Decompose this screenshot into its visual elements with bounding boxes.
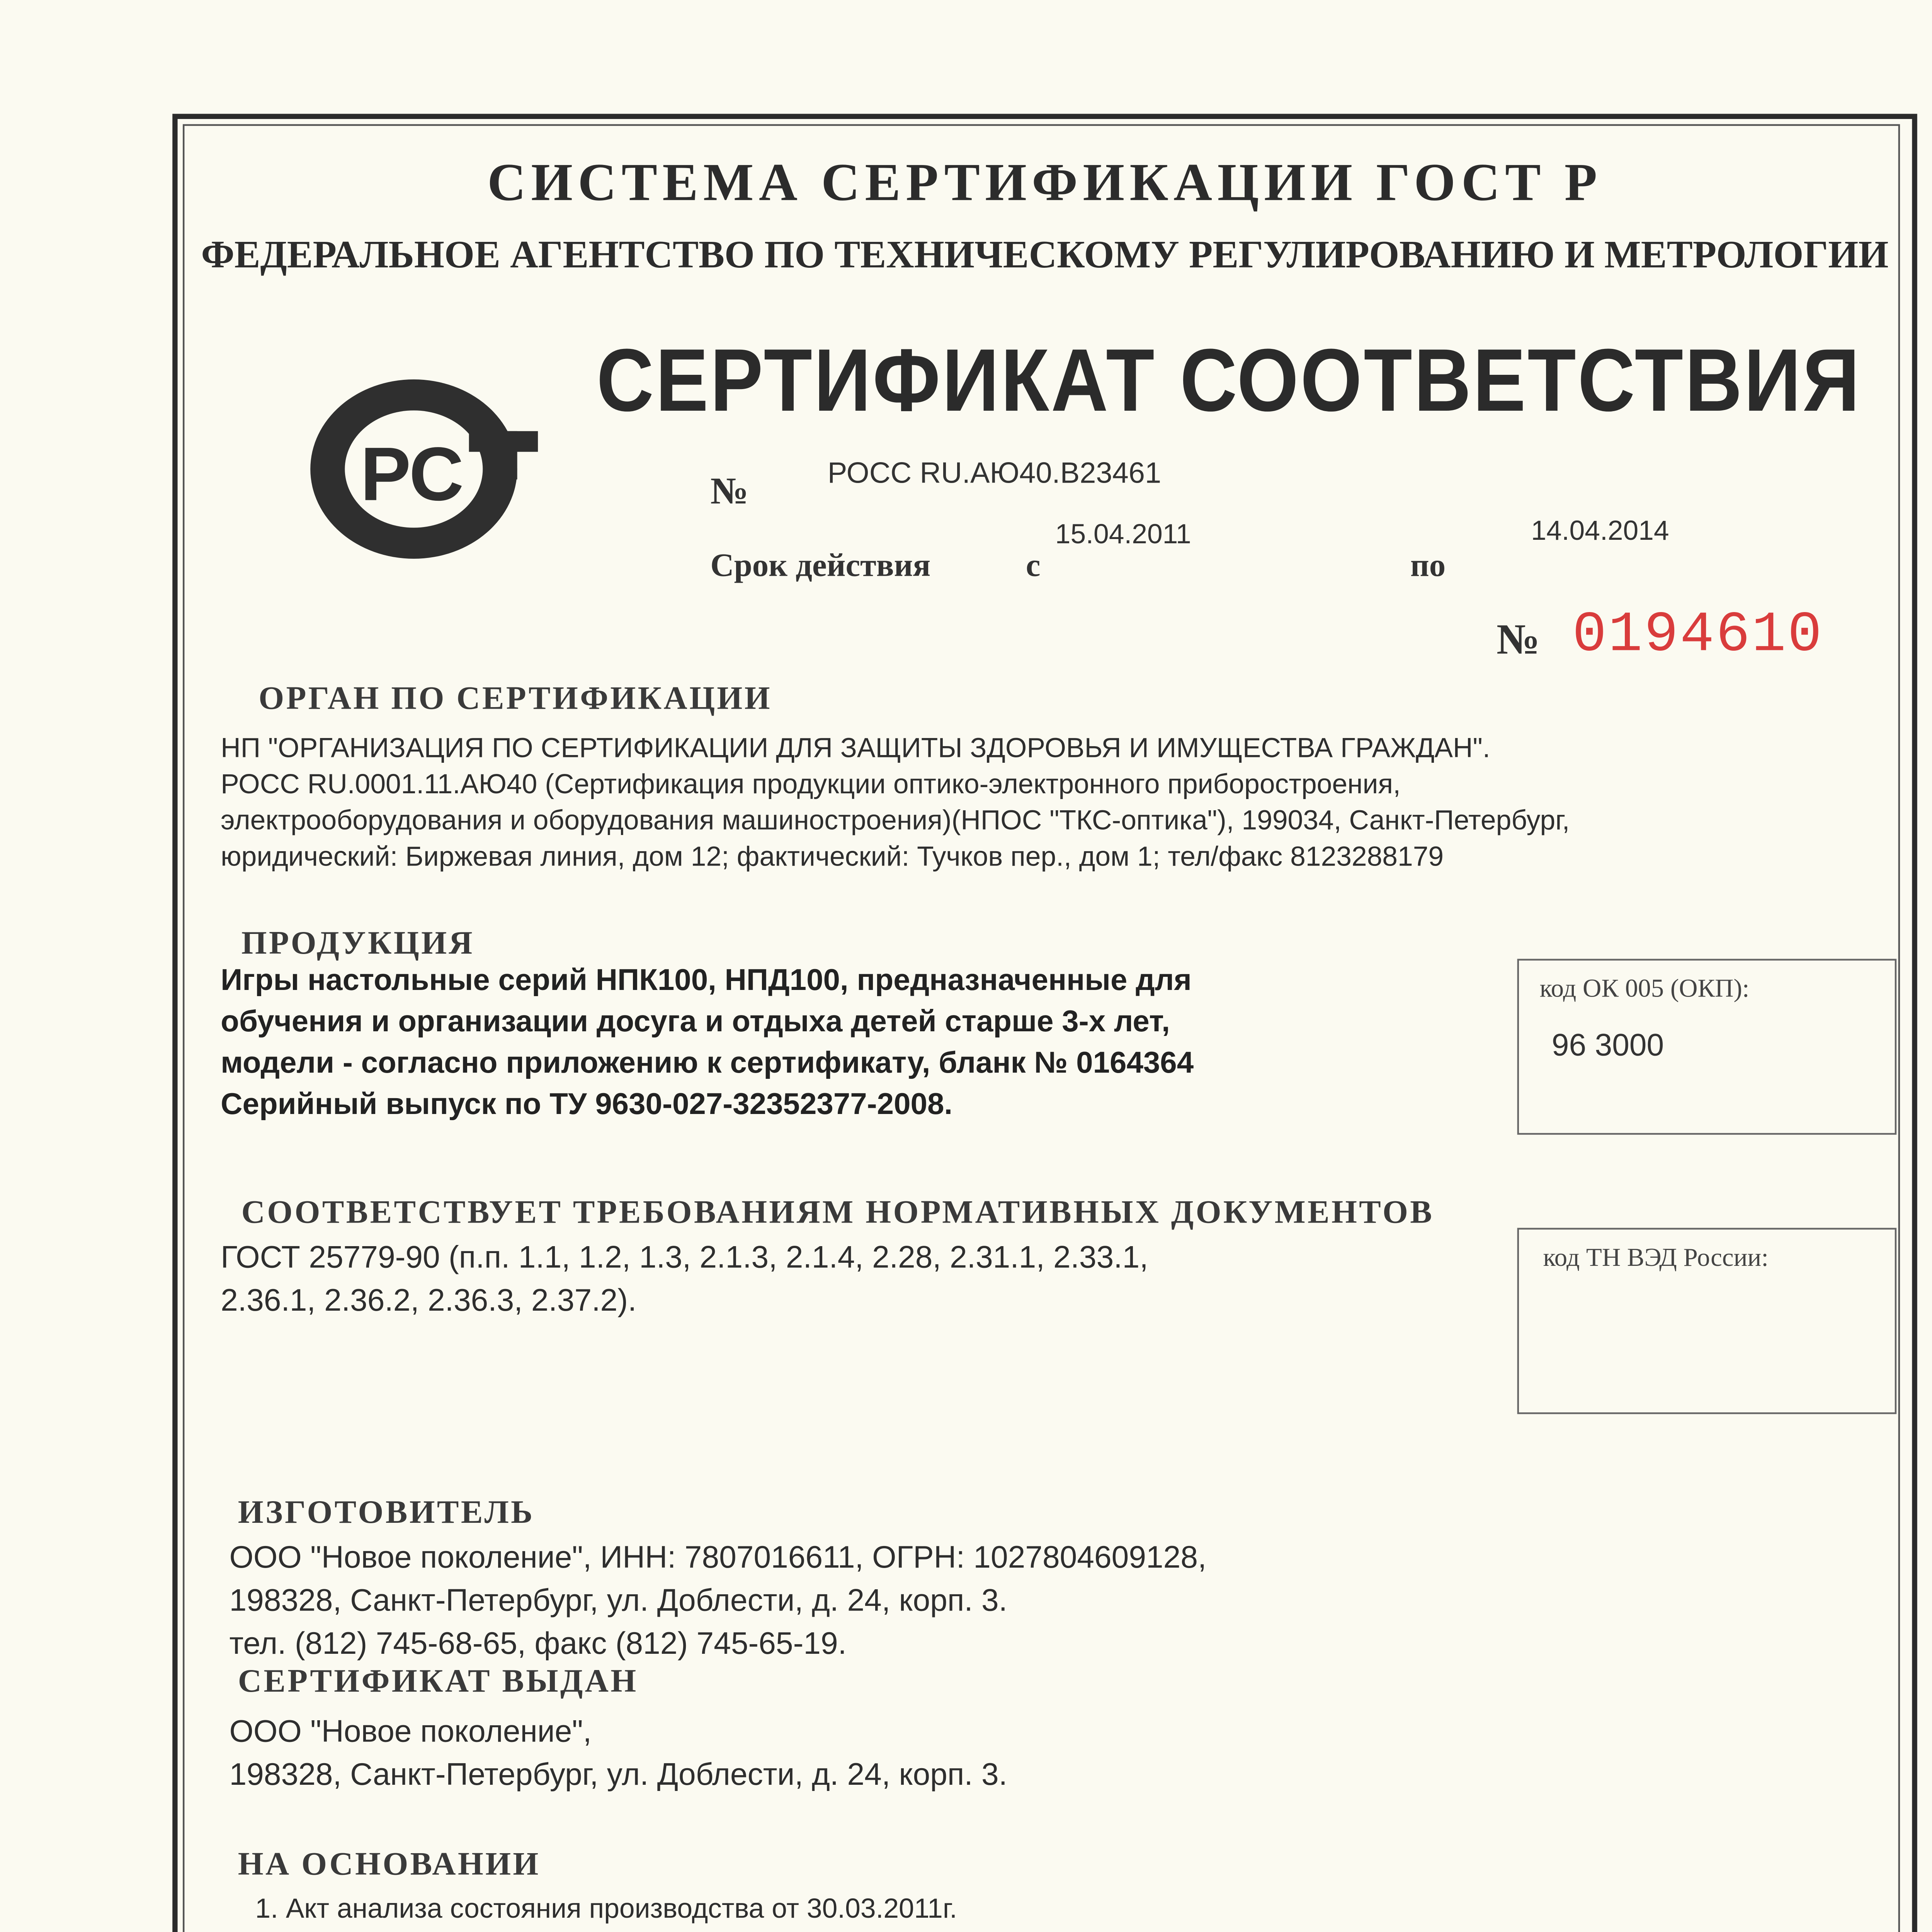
section-heading-body: ОРГАН ПО СЕРТИФИКАЦИИ — [259, 681, 772, 718]
text-line: обучения и организации досуга и отдыха детей старше 3-х лет, — [221, 1003, 1170, 1038]
product-text — [221, 959, 1497, 1124]
section-heading-conformity: СООТВЕТСТВУЕТ ТРЕБОВАНИЯМ НОРМАТИВНЫХ ДОКУМЕНТОВ — [241, 1195, 1434, 1231]
validity-to-date: 14.04.2014 — [1531, 517, 1669, 547]
okp-code-value: 96 3000 — [1551, 1027, 1664, 1063]
logo-text: РС — [360, 431, 464, 517]
system-title: СИСТЕМА СЕРТИФИКАЦИИ ГОСТ Р — [487, 151, 1602, 212]
text-line: 1. Акт анализа состояния производства от 30.03.2011г. — [255, 1895, 957, 1925]
certification-body-text — [221, 731, 1876, 876]
tnved-code-label: код ТН ВЭД России: — [1543, 1245, 1769, 1273]
text-line: 198328, Санкт-Петербург, ул. Доблести, д. 24, корп. 3. — [229, 1583, 1007, 1618]
section-heading-product: ПРОДУКЦИЯ — [241, 926, 475, 963]
serial-label: № — [1497, 617, 1540, 664]
validity-label: Срок действия — [710, 548, 931, 585]
text-line: 198328, Санкт-Петербург, ул. Доблести, д. 24, корп. 3. — [229, 1757, 1007, 1792]
text-line: НП "ОРГАНИЗАЦИЯ ПО СЕРТИФИКАЦИИ ДЛЯ ЗАЩИТЫ ЗДОРОВЬЯ И ИМУЩЕСТВА ГРАЖДАН". — [221, 735, 1490, 764]
text-line — [255, 1928, 1807, 1932]
agency-title: ФЕДЕРАЛЬНОЕ АГЕНТСТВО ПО ТЕХНИЧЕСКОМУ РЕГУЛИРОВАНИЮ И МЕТРОЛОГИИ — [201, 233, 1889, 276]
validity-from-date: 15.04.2011 — [1055, 520, 1191, 550]
certificate-number: РОСС RU.АЮ40.В23461 — [827, 457, 1162, 490]
serial-number: 0194610 — [1572, 604, 1824, 668]
certificate-title: СЕРТИФИКАТ СООТВЕТСТВИЯ — [596, 329, 1862, 430]
text-line: ООО "Новое поколение", ИНН: 7807016611, ОГРН: 1027804609128, — [229, 1540, 1207, 1575]
text-line: ООО "Новое поколение", — [229, 1714, 592, 1749]
validity-to-label: по — [1410, 548, 1446, 585]
conformity-text — [221, 1236, 1497, 1323]
text-line: 2.36.1, 2.36.2, 2.36.3, 2.37.2). — [221, 1283, 637, 1318]
text-line: РОСС RU.0001.11.АЮ40 (Сертификация продукции оптико-электронного приборостроения, — [221, 770, 1401, 800]
text-line: юридический: Биржевая линия, дом 12; фактический: Тучков пер., дом 1; тел/факс 8123288179 — [221, 843, 1444, 873]
text-line: модели - согласно приложению к сертификату, бланк № 0164364 — [221, 1045, 1194, 1080]
text-line: Серийный выпуск по ТУ 9630-027-32352377-2008. — [221, 1086, 953, 1121]
text-line: ГОСТ 25779-90 (п.п. 1.1, 1.2, 1.3, 2.1.3, 2.1.4, 2.28, 2.31.1, 2.33.1, — [221, 1240, 1148, 1275]
section-heading-issued-to: СЕРТИФИКАТ ВЫДАН — [238, 1664, 638, 1701]
gost-r-logo-icon — [307, 376, 548, 562]
validity-from-label: с — [1026, 548, 1041, 585]
section-heading-basis: НА ОСНОВАНИИ — [238, 1847, 541, 1883]
okp-code-label: код ОК 005 (ОКП): — [1539, 976, 1750, 1004]
text-line: Игры настольные серий НПК100, НПД100, предназначенные для — [221, 962, 1192, 997]
issued-to-text — [229, 1711, 1505, 1797]
basis-text — [255, 1892, 1807, 1932]
text-line: тел. (812) 745-68-65, факс (812) 745-65-19. — [229, 1626, 847, 1661]
text-line: электрооборудования и оборудования машиностроения)(НПОС "ТКС-оптика"), 199034, Санкт-Петербург, — [221, 807, 1570, 837]
number-label: № — [710, 469, 748, 512]
section-heading-manufacturer: ИЗГОТОВИТЕЛЬ — [238, 1495, 535, 1532]
manufacturer-text — [229, 1537, 1505, 1666]
